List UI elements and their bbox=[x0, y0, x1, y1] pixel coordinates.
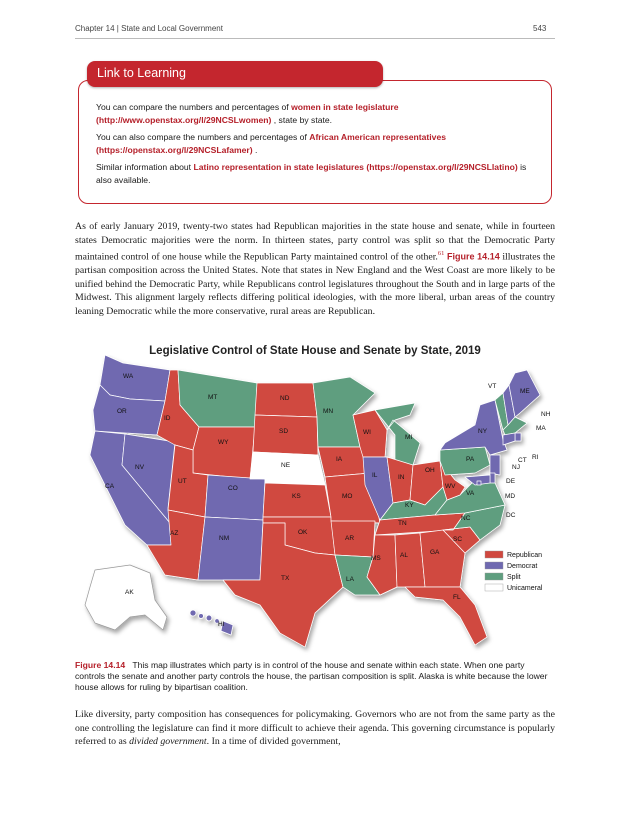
state-label-UT: UT bbox=[178, 478, 187, 485]
latino-link[interactable]: Latino representation in state legislatures (https://openstax.org/l/29NCSLlatino) bbox=[193, 162, 518, 172]
state-label-OH: OH bbox=[425, 467, 435, 474]
state-DC bbox=[477, 481, 481, 485]
state-label-WA: WA bbox=[123, 373, 134, 380]
state-label-NC: NC bbox=[461, 515, 471, 522]
state-DE bbox=[490, 473, 495, 483]
legend-label-unicameral: Unicameral bbox=[507, 585, 543, 592]
state-label-ME: ME bbox=[520, 388, 530, 395]
ltl-text: You can also compare the numbers and percentages of bbox=[96, 132, 310, 142]
state-label-MO: MO bbox=[342, 493, 353, 500]
footnote-ref[interactable]: 61 bbox=[437, 250, 445, 258]
state-AK bbox=[85, 565, 167, 630]
state-label-NY: NY bbox=[478, 428, 488, 435]
state-label-CO: CO bbox=[228, 485, 238, 492]
legend-swatch-democrat bbox=[485, 562, 503, 569]
state-label-ID: ID bbox=[164, 415, 171, 422]
state-label-MD: MD bbox=[505, 493, 516, 500]
women-link[interactable]: women in state legislature (http://www.openstax.org/l/29NCSLwomen) bbox=[96, 102, 399, 125]
state-label-MT: MT bbox=[208, 394, 218, 401]
state-label-KS: KS bbox=[292, 493, 301, 500]
ltl-text: is also available. bbox=[96, 162, 527, 185]
state-label-MI: MI bbox=[405, 434, 413, 441]
state-label-NE: NE bbox=[281, 462, 291, 469]
state-WA bbox=[100, 355, 170, 401]
legend-label-democrat: Democrat bbox=[507, 563, 538, 570]
state-label-NJ: NJ bbox=[512, 464, 520, 471]
state-label-MA: MA bbox=[536, 425, 546, 432]
legend-swatch-unicameral bbox=[485, 584, 503, 591]
state-label-KY: KY bbox=[405, 502, 414, 509]
state-HI bbox=[190, 610, 233, 635]
african-american-link[interactable]: African American representatives (https://openstax.org/l/29NCSLafamer) bbox=[96, 132, 446, 155]
ltl-paragraph-latino bbox=[96, 161, 536, 187]
state-label-CT: CT bbox=[518, 457, 527, 464]
ltl-paragraph-african-american bbox=[96, 131, 536, 157]
legend-swatch-split bbox=[485, 573, 503, 580]
state-SD bbox=[253, 415, 318, 455]
state-label-RI: RI bbox=[532, 454, 539, 461]
body-paragraph-2 bbox=[75, 708, 555, 749]
ltl-text: . bbox=[252, 145, 258, 155]
state-label-AR: AR bbox=[345, 535, 355, 542]
state-label-AZ: AZ bbox=[170, 530, 179, 537]
state-label-MS: MS bbox=[371, 555, 381, 562]
state-label-GA: GA bbox=[430, 549, 440, 556]
state-label-PA: PA bbox=[466, 456, 475, 463]
state-NM bbox=[198, 517, 263, 580]
state-label-SC: SC bbox=[453, 536, 463, 543]
page-number: 543 bbox=[533, 24, 547, 33]
state-label-TN: TN bbox=[398, 520, 407, 527]
state-label-HI: HI bbox=[218, 621, 225, 628]
state-label-WI: WI bbox=[363, 429, 371, 436]
state-RI bbox=[515, 433, 521, 441]
state-label-MN: MN bbox=[323, 408, 334, 415]
state-WY bbox=[193, 427, 255, 479]
legend-swatch-republican bbox=[485, 551, 503, 558]
state-label-LA: LA bbox=[346, 576, 354, 583]
state-label-IN: IN bbox=[398, 474, 405, 481]
map-title: Legislative Control of State House and Senate by State, 2019 bbox=[149, 345, 481, 357]
state-label-WY: WY bbox=[218, 439, 229, 446]
state-KS bbox=[263, 483, 331, 517]
state-label-OK: OK bbox=[298, 529, 308, 536]
caption-label: Figure 14.14 bbox=[75, 660, 126, 670]
state-label-CA: CA bbox=[105, 483, 115, 490]
ltl-text: You can compare the numbers and percentages of bbox=[96, 102, 292, 112]
body-text: As of early January 2019, twenty-two states had Republican majorities in the state house and senate, while in fourteen states Democratic majorities were the norm. In thirteen states, party control was split so that the Democratic Party maintained control of one house while the Republican Party maintained control of the other. bbox=[75, 221, 555, 263]
body-text: illustrates the partisan composition across the United States. Note that states in New England and the West Coast are more likely to be unified behind the Democratic Party, while Republicans control legislatures throughout the South and in large parts of the Midwest. This alignment largely reflects differing political ideologies, with the more liberal, urban areas of the country leaning Democratic while the more conservative, rural areas are Republican. bbox=[75, 251, 555, 317]
state-label-NV: NV bbox=[135, 464, 145, 471]
link-to-learning-tab bbox=[87, 61, 383, 87]
state-CT bbox=[503, 433, 515, 445]
state-label-SD: SD bbox=[279, 428, 289, 435]
state-label-IA: IA bbox=[336, 456, 343, 463]
state-label-NH: NH bbox=[541, 411, 551, 418]
map-legend bbox=[485, 551, 543, 592]
ltl-paragraph-women bbox=[96, 101, 536, 127]
divided-government-term: divided government bbox=[129, 736, 207, 748]
link-to-learning-title: Link to Learning bbox=[97, 66, 186, 80]
state-label-AK: AK bbox=[125, 589, 134, 596]
legend-label-split: Split bbox=[507, 574, 521, 581]
state-label-FL: FL bbox=[453, 594, 461, 601]
state-label-IL: IL bbox=[372, 472, 378, 479]
body-text: . In a time of divided government, bbox=[206, 736, 341, 748]
figure-caption bbox=[75, 660, 555, 694]
state-label-VT: VT bbox=[488, 383, 497, 390]
running-header: Chapter 14 | State and Local Government bbox=[75, 24, 223, 33]
state-label-ND: ND bbox=[280, 395, 290, 402]
state-CO bbox=[205, 475, 265, 520]
header-rule bbox=[75, 38, 555, 39]
legend-label-republican: Republican bbox=[507, 552, 543, 559]
state-PA bbox=[440, 447, 490, 475]
body-text: Like diversity, party composition has consequences for policymaking. Governors who are not from the same party as the one controlling the legislature can find it more difficult to achieve their agenda. This governing circumstance is popularly referred to as bbox=[75, 709, 555, 748]
us-state-map bbox=[75, 355, 555, 655]
ltl-text: Similar information about bbox=[96, 162, 194, 172]
state-label-OR: OR bbox=[117, 408, 127, 415]
caption-text: This map illustrates which party is in control of the house and senate within each state. When one party controls the senate and another party controls the house, the partisan composition is split. Alaska is white because the lower house allows for ruling by bipartisan coalition. bbox=[75, 660, 548, 693]
body-paragraph-1 bbox=[75, 220, 555, 318]
state-label-DE: DE bbox=[506, 478, 516, 485]
state-FL bbox=[405, 587, 487, 645]
state-NJ bbox=[490, 455, 500, 475]
state-label-TX: TX bbox=[281, 575, 290, 582]
state-label-AL: AL bbox=[400, 552, 408, 559]
ltl-text: , state by state. bbox=[271, 115, 333, 125]
state-label-DC: DC bbox=[506, 512, 516, 519]
state-label-VA: VA bbox=[466, 490, 475, 497]
figure-reference-link[interactable]: Figure 14.14 bbox=[447, 251, 500, 262]
state-label-NM: NM bbox=[219, 535, 230, 542]
state-label-WV: WV bbox=[445, 483, 456, 490]
